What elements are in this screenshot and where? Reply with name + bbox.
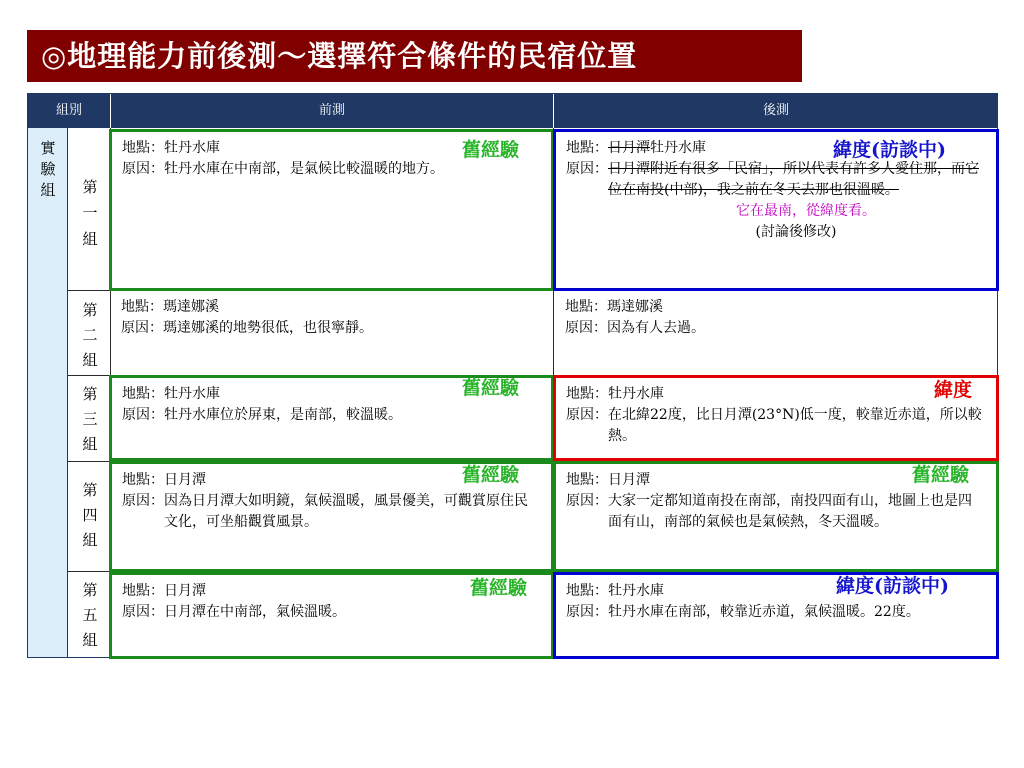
reason-value: 瑪達娜溪的地勢很低，也很寧靜。 bbox=[163, 320, 373, 336]
place-value: 日月潭 bbox=[608, 472, 650, 488]
place-key: 地點： bbox=[122, 140, 164, 156]
reason-line bbox=[122, 602, 551, 623]
reason-value: 因為日月潭大如明鏡，氣候溫暖，風景優美，可觀賞原住民文化，可坐船觀賞風景。 bbox=[164, 493, 528, 530]
reason-key: 原因： bbox=[122, 407, 164, 423]
reason-key: 原因： bbox=[566, 161, 608, 177]
place-value: 日月潭 bbox=[164, 583, 206, 599]
group-label-4: 第四組 bbox=[82, 481, 98, 549]
reason-line bbox=[122, 159, 551, 180]
row5-pre-tag: 舊經驗 bbox=[470, 577, 528, 599]
place-key: 地點： bbox=[566, 140, 608, 156]
place-value: 日月潭 bbox=[164, 472, 206, 488]
reason-line bbox=[121, 318, 553, 339]
place-key: 地點： bbox=[565, 299, 607, 315]
place-value: 牡丹水庫 bbox=[608, 583, 664, 599]
place-key: 地點： bbox=[566, 583, 608, 599]
place-key: 地點： bbox=[122, 583, 164, 599]
row1-pre-tag: 舊經驗 bbox=[462, 139, 520, 161]
row4-post-tag: 舊經驗 bbox=[912, 464, 970, 486]
place-value: 瑪達娜溪 bbox=[607, 299, 663, 315]
group-label-3: 第三組 bbox=[82, 385, 98, 453]
reason-struck: 日月潭附近有很多「民宿」，所以代表有許多人愛住那，而它位在南投(中部)，我之前在冬天去那也很溫暖。 bbox=[608, 161, 979, 198]
row2-post-cell bbox=[554, 291, 997, 375]
experiment-group-cell bbox=[28, 128, 68, 657]
place-key: 地點： bbox=[122, 386, 164, 402]
place-line bbox=[565, 297, 997, 318]
place-value: 牡丹水庫 bbox=[164, 140, 220, 156]
place-value: 牡丹水庫 bbox=[164, 386, 220, 402]
place-key: 地點： bbox=[122, 472, 164, 488]
place-key: 地點： bbox=[121, 299, 163, 315]
reason-value: 牡丹水庫位於屏東，是南部，較溫暖。 bbox=[164, 407, 402, 423]
reason-key: 原因： bbox=[565, 320, 607, 336]
header-pre: 前測 bbox=[110, 94, 553, 128]
place-key: 地點： bbox=[566, 472, 608, 488]
place-value: 牡丹水庫 bbox=[650, 140, 706, 156]
place-key: 地點： bbox=[566, 386, 608, 402]
place-line bbox=[121, 297, 553, 318]
reason-key: 原因： bbox=[122, 161, 164, 177]
reason-value: 因為有人去過。 bbox=[607, 320, 705, 336]
reason-key: 原因： bbox=[122, 604, 164, 620]
reason-key: 原因： bbox=[566, 604, 608, 620]
row2-pre-cell bbox=[111, 291, 553, 375]
reason-line bbox=[566, 602, 996, 623]
row3-post-cell bbox=[553, 375, 999, 461]
reason-line bbox=[122, 405, 551, 426]
group-label-1: 第一組 bbox=[82, 178, 98, 248]
row1-post-tag: 緯度(訪談中) bbox=[833, 139, 946, 161]
note-latitude: 它在最南，從緯度看。 bbox=[736, 203, 876, 219]
reason-value: 牡丹水庫在南部，較靠近赤道，氣候溫暖。22度。 bbox=[608, 604, 920, 620]
row4-pre-tag: 舊經驗 bbox=[462, 464, 520, 486]
reason-key: 原因： bbox=[566, 407, 608, 423]
page-title: ◎地理能力前後測～選擇符合條件的民宿位置 bbox=[27, 30, 802, 82]
note-revised: (討論後修改) bbox=[755, 224, 837, 240]
header-post: 後測 bbox=[553, 94, 998, 128]
reason-value: 牡丹水庫在中南部，是氣候比較溫暖的地方。 bbox=[164, 161, 444, 177]
reason-value: 大家一定都知道南投在南部，南投四面有山，地圖上也是四面有山，南部的氣候也是氣候熱，冬天溫暖。 bbox=[608, 493, 972, 530]
row5-post-tag: 緯度(訪談中) bbox=[836, 575, 949, 597]
reason-key: 原因： bbox=[566, 493, 608, 509]
reason-line bbox=[122, 491, 551, 533]
group-label-2: 第二組 bbox=[82, 301, 98, 369]
reason-value: 在北緯22度，比日月潭(23°N)低一度，較靠近赤道，所以較熱。 bbox=[608, 407, 982, 444]
reason-line bbox=[566, 405, 996, 447]
reason-value: 日月潭在中南部，氣候溫暖。 bbox=[164, 604, 346, 620]
header-group: 組別 bbox=[28, 94, 110, 128]
experiment-group-label: 實驗組 bbox=[40, 139, 56, 199]
place-value: 瑪達娜溪 bbox=[163, 299, 219, 315]
reason-line bbox=[566, 159, 996, 201]
row3-pre-tag: 舊經驗 bbox=[462, 377, 520, 399]
place-struck: 日月潭 bbox=[608, 140, 650, 156]
row3-post-tag: 緯度 bbox=[934, 379, 973, 401]
results-table bbox=[27, 93, 998, 658]
reason-line bbox=[566, 491, 996, 533]
place-line bbox=[566, 384, 996, 405]
reason-key: 原因： bbox=[122, 493, 164, 509]
reason-key: 原因： bbox=[121, 320, 163, 336]
reason-line bbox=[565, 318, 997, 339]
group-label-5: 第五組 bbox=[82, 581, 98, 649]
place-value: 牡丹水庫 bbox=[608, 386, 664, 402]
